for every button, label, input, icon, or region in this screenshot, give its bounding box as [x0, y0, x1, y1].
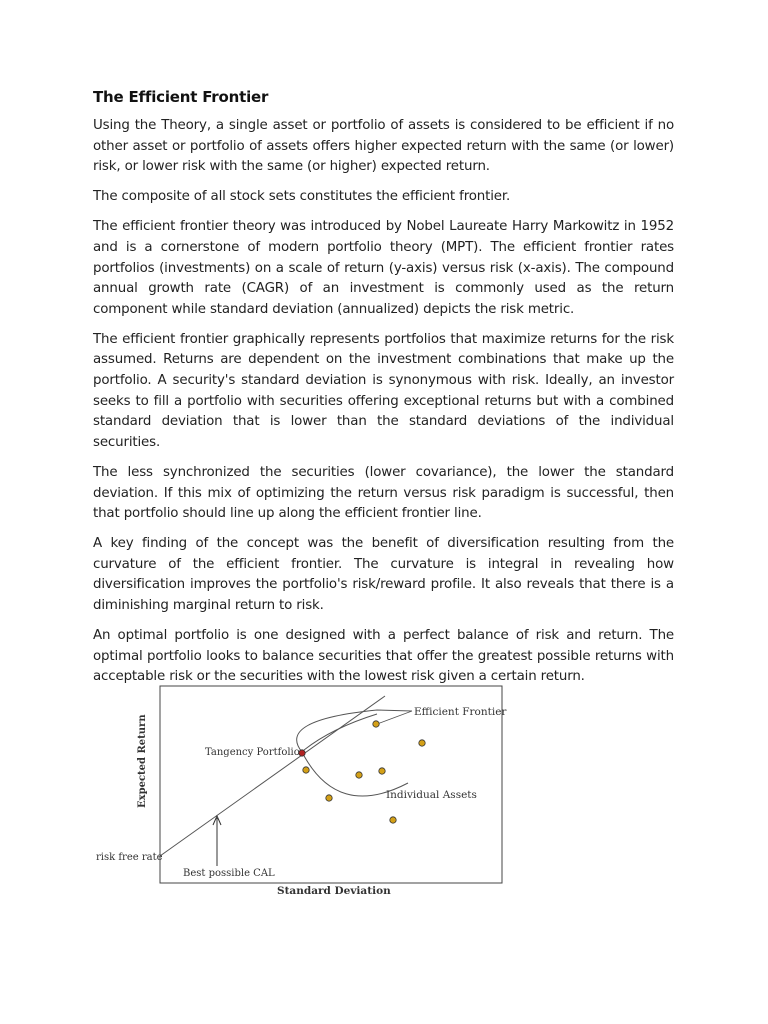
paragraph-7: An optimal portfolio is one designed with a perfect balance of risk and return. The optimal portfolio looks to balance securities that offer the greatest possible returns with acceptable risk or the securities with the lowest risk given a certain return.: [93, 628, 674, 685]
individual-assets-label: Individual Assets: [386, 789, 477, 801]
page-title: The Efficient Frontier: [93, 88, 269, 106]
paragraph-2: The composite of all stock sets constitutes the efficient frontier.: [93, 189, 511, 205]
asset-point: [356, 772, 362, 778]
asset-point: [303, 767, 309, 773]
paragraph-3: The efficient frontier theory was introduced by Nobel Laureate Harry Markowitz in 1952 and is a cornerstone of modern portfolio theory (MPT). The efficient frontier rates portfolios (investments) on a scale of return (y-axis) versus risk (x-axis). The compound annual growth rate (CAGR) of an investment is commonly used as the return component while standard deviation (annualized) depicts the risk metric.: [93, 219, 674, 317]
efficient-frontier-figure: [92, 680, 512, 900]
efficient-frontier-label: Efficient Frontier: [414, 706, 507, 718]
document-body: [93, 88, 674, 697]
asset-point: [326, 795, 332, 801]
x-axis-label: Standard Deviation: [277, 885, 391, 897]
asset-point: [379, 768, 385, 774]
efficient-frontier-diagram: [92, 680, 512, 900]
asset-point: [390, 817, 396, 823]
asset-point: [373, 721, 379, 727]
paragraph-4: The efficient frontier graphically represents portfolios that maximize returns for the risk assumed. Returns are dependent on the investment combinations that make up the portfolio. A security's standard deviation is synonymous with risk. Ideally, an investor seeks to fill a portfolio with securities offering exceptional returns but with a combined standard deviation that is lower than the standard deviations of the individual securities.: [93, 331, 674, 450]
paragraph-6: A key finding of the concept was the benefit of diversification resulting from the curvature of the efficient frontier. The curvature is integral in revealing how diversification improves the portfolio's risk/reward profile. It also reveals that there is a diminishing marginal return to risk.: [93, 536, 674, 613]
paragraph-5: The less synchronized the securities (lower covariance), the lower the standard deviation. If this mix of optimizing the return versus risk paradigm is successful, then that portfolio should line up along the efficient frontier line.: [93, 464, 674, 522]
asset-point: [419, 740, 425, 746]
y-axis-label: Expected Return: [137, 714, 148, 808]
risk-free-rate-label: risk free rate: [96, 852, 163, 863]
paragraph-1: Using the Theory, a single asset or portfolio of assets is considered to be efficient if no other asset or portfolio of assets offers higher expected return with the same (or lower) risk, or lower risk with the same (or higher) expected return.: [93, 118, 674, 175]
best-cal-label: Best possible CAL: [183, 868, 275, 879]
tangency-portfolio-label: Tangency Portfolio: [205, 747, 300, 758]
